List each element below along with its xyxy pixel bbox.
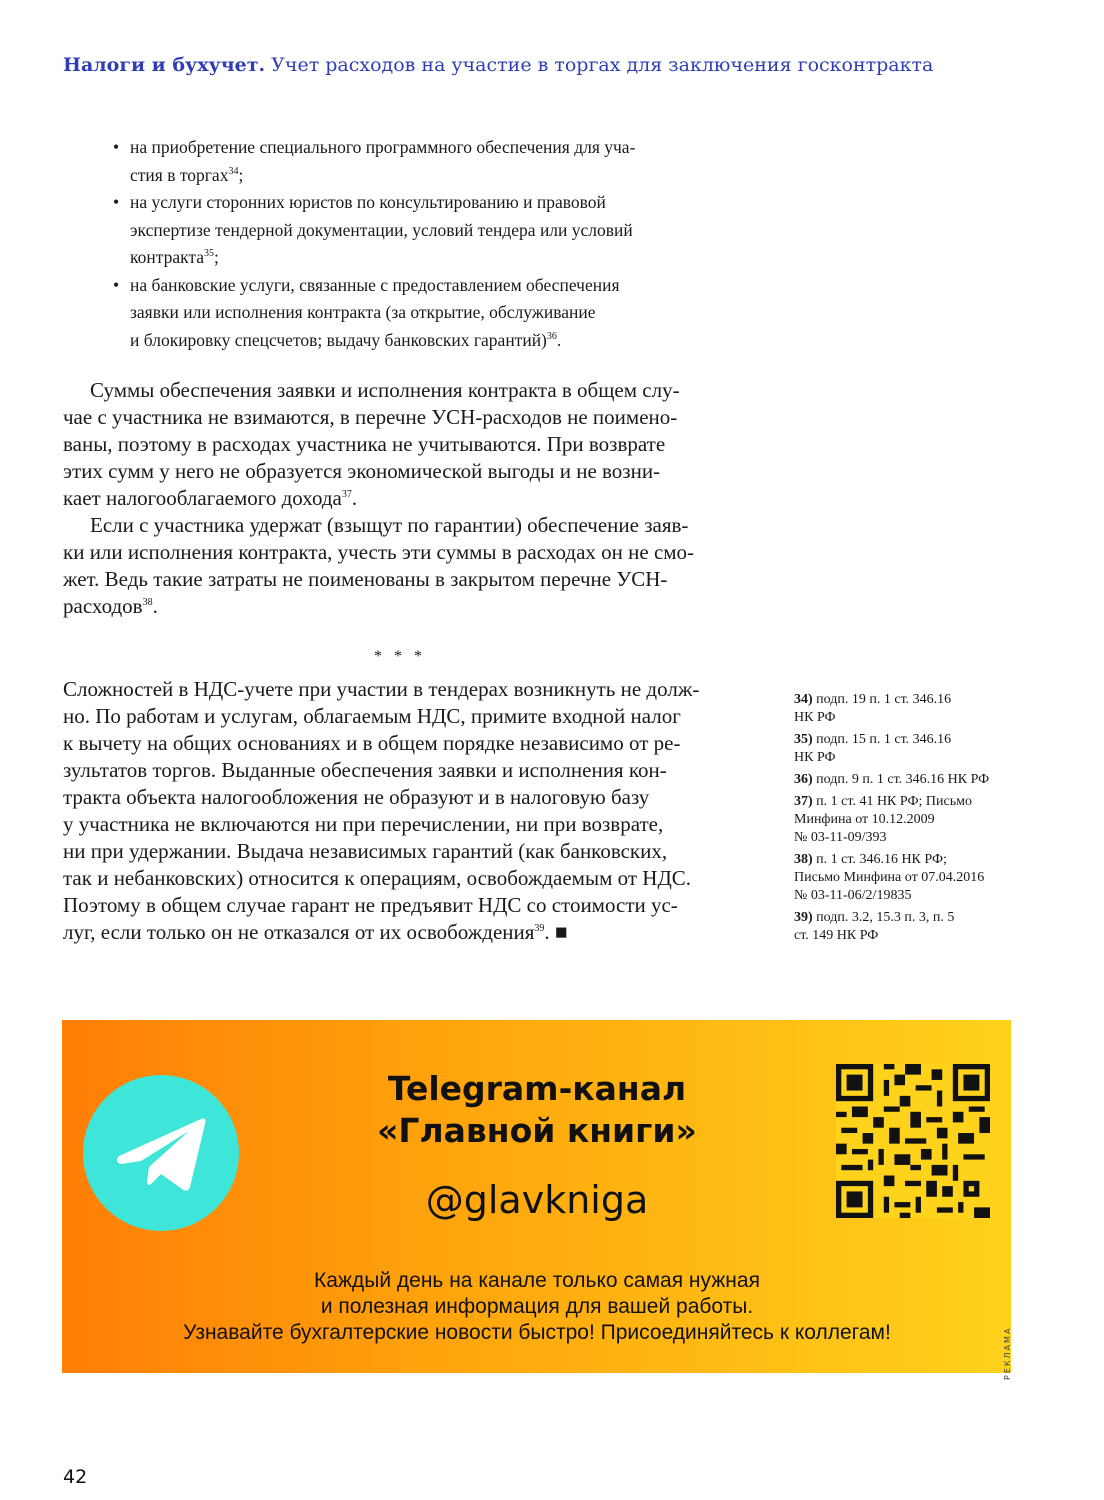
bullet-line: стия в торгах (130, 164, 229, 185)
footnote-ref[interactable]: 37 (341, 489, 352, 500)
bullet-item: • на приобретение специального программного обеспечения для уча- стия в торгах$^{34}$; (113, 134, 733, 189)
expense-bullet-list (113, 134, 733, 354)
bullet-item: • на услуги сторонних юристов по консультированию и правовой экспертизе тендерной документации, условий тендера или условий контракта$^{35}$; (113, 189, 733, 272)
bullet-line: и блокировку спецсчетов; выдачу банковских гарантий) (130, 329, 547, 350)
section-separator: * * * (374, 648, 426, 665)
footnote: 37) п. 1 ст. 41 НК РФ; Письмо Минфина от 10.12.2009 № 03-11-09/393 (794, 794, 972, 845)
bullet-line: на приобретение специального программного обеспечения для уча- (130, 137, 636, 157)
footnote-ref[interactable]: 39 (534, 923, 545, 934)
header-section: Налоги и бухучет. (63, 54, 266, 76)
footnote-ref[interactable]: 38 (142, 597, 153, 608)
bullet-line: на банковские услуги, связанные с предоставлением обеспечения (130, 274, 620, 295)
telegram-handle-link[interactable]: @glavkniga (425, 1178, 649, 1222)
footnote-ref[interactable]: 36 (546, 330, 557, 342)
advertisement-label: РЕКЛАМА (1003, 1326, 1012, 1380)
bullet-line: заявки или исполнения контракта (за открытие, обслуживание (130, 302, 596, 322)
telegram-ad-banner[interactable] (62, 1020, 1011, 1373)
footnote: 35) подп. 15 п. 1 ст. 346.16 НК РФ (794, 732, 952, 765)
bullet-line: экспертизе тендерной документации, условий тендера или условий (130, 219, 633, 240)
running-header (63, 54, 1063, 76)
telegram-icon[interactable] (83, 1075, 239, 1231)
ad-title: Telegram-канал «Главной книги» (377, 1069, 697, 1150)
bullet-line: контракта (130, 247, 205, 267)
footnote: 39) подп. 3.2, 15.3 п. 3, п. 5 ст. 149 НК РФ (794, 910, 955, 943)
paragraph-vat: Сложностей в НДС-учете при участии в тендерах возникнуть не долж- но. По работам и услугам, облагаемым НДС, примите входной налог к вычету на общих основаниях и в общем порядке независимо от ре- зультатов торгов. Выданные обеспечения заявки и исполнения кон- тракта объекта налогообложения не образуют и в налоговую базу у участника не включаются ни при перечислении, ни при возврате, ни при удержании. Выдача независимых гарантий (как банковских, так и небанковских) относится к операциям, освобождаемым от НДС. Поэтому в общем случае гарант не предъявит НДС со стоимости ус- луг, если только он не отказался от их освобождения$^{39}$. ■ (63, 677, 700, 944)
header-title: Учет расходов на участие в торгах для заключения госконтракта (271, 54, 934, 76)
footnote: 34) подп. 19 п. 1 ст. 346.16 НК РФ (794, 692, 952, 725)
footnote: 38) п. 1 ст. 346.16 НК РФ; Письмо Минфина от 07.04.2016 № 03-11-06/2/19835 (794, 852, 985, 903)
footnote-ref[interactable]: 34 (228, 165, 239, 177)
footnote: 36) подп. 9 п. 1 ст. 346.16 НК РФ (794, 772, 990, 787)
paragraph-withheld-deposit: Если с участника удержат (взыщут по гарантии) обеспечение заяв- ки или исполнения контракта, учесть эти суммы в расходах он не смо- жет. Ведь такие затраты не поименованы в закрытом перечне УСН- расходов$^{38}$. (63, 513, 695, 618)
qr-code-icon[interactable] (836, 1064, 990, 1218)
bullet-item: • на банковские услуги, связанные с предоставлением обеспечения заявки или исполнения контракта (за открытие, обслуживание и блокировку спецсчетов; выдачу банковских гарантий)$^{36}$. (113, 272, 733, 355)
bullet-line: на услуги сторонних юристов по консультированию и правовой (130, 192, 606, 212)
ad-description: Каждый день на канале только самая нужная и полезная информация для вашей работы. Узнавайте бухгалтерские новости быстро! Присоединяйтесь к коллегам! (183, 1269, 891, 1344)
footnotes-column (794, 691, 1014, 949)
footnote-ref[interactable]: 35 (204, 248, 215, 260)
page-number: 42 (63, 1466, 88, 1488)
paragraph-deposit-amounts: Суммы обеспечения заявки и исполнения контракта в общем слу- чае с участника не взимаются, в перечне УСН-расходов не поимено- ваны, поэтому в расходах участника не учитываются. При возврате этих сумм у него не образуется экономической выгоды и не возни- кает налогооблагаемого дохода$^{37}$. (63, 378, 680, 510)
